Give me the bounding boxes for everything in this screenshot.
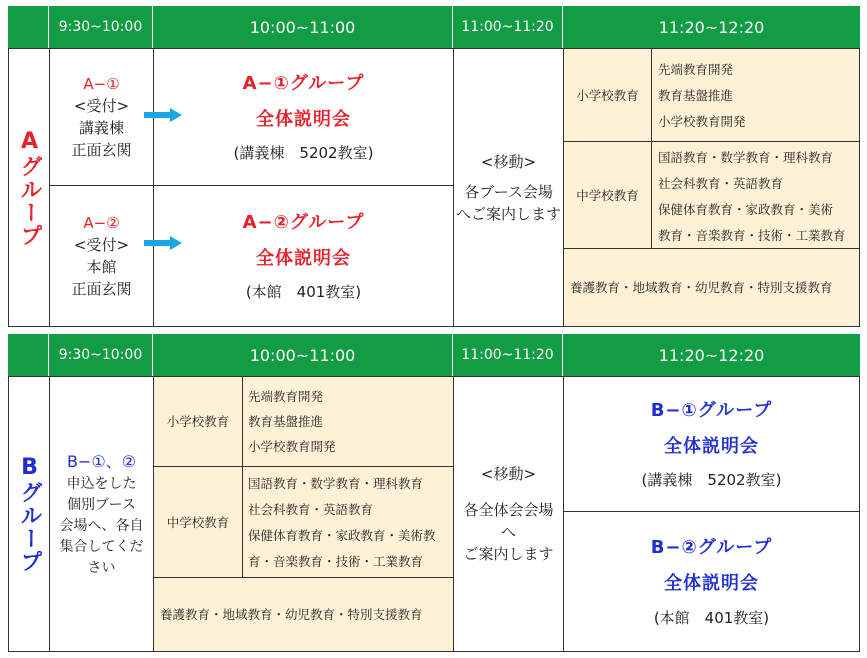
a-junior-items-cell [651,141,860,249]
b-elementary-item: 小学校教育開発 [248,439,336,454]
a-elementary-items-cell [651,48,860,142]
a-special: 養護教育・地域教育・幼児教育・特別支援教育 [570,280,833,295]
a1-room: (講義棟 5202教室) [233,144,374,162]
a-elementary-item: 教育基盤推進 [658,88,734,103]
a-move-title: <移動> [480,152,537,171]
b-elementary-item: 教育基盤推進 [248,414,324,429]
group-b-label: Bグループ [17,455,42,573]
header-time-4-label: 11:20~12:20 [658,17,765,37]
header-time-1-b-label: 9:30~10:00 [58,347,143,363]
b-junior-item: 育・音楽教育・技術・工業教育 [248,554,424,569]
b1-session-name: 全体説明会 [664,436,759,457]
b-special-cell [153,577,454,652]
b-junior-label: 中学校教育 [166,514,230,530]
b-junior-item: 社会科教育・英語教育 [248,502,374,517]
group-a-label: Aグループ [17,128,42,247]
b1-session-title: B−①グループ [650,400,773,421]
a-move-cell [453,48,564,327]
a1-reception-cell [49,48,154,186]
header-time-4 [563,6,860,48]
a2-building: 本館 [86,258,117,276]
group-b-label-cell [8,376,50,652]
header-time-1-label: 9:30~10:00 [58,19,143,35]
header-time-3 [453,6,562,48]
b-move-cell [453,376,564,652]
a-elementary-item: 小学校教育開発 [658,114,746,129]
b-elementary-item: 先端教育開発 [248,389,324,404]
a-move-line2: へご案内します [455,204,561,223]
b-intro-cell [49,376,154,652]
a-junior-label-cell [563,141,652,249]
b-intro-line: 申込をした [66,475,137,492]
b-intro-line: 会場へ、各自 [59,517,144,534]
a1-session-title: A−①グループ [242,73,365,94]
a2-id: A−② [83,214,120,232]
a1-building: 講義棟 [78,119,124,137]
header-time-1-b [49,334,152,376]
b-junior-item: 保健体育教育・家政教育・美術教 [248,528,436,543]
b1-session-cell [563,376,860,512]
b-intro-line: さい [87,559,116,576]
a2-reception: <受付> [73,236,130,254]
a-junior-item: 保健体育教育・家政教育・美術 [658,202,834,217]
b-intro-line: 集合してくだ [59,538,144,555]
b-junior-items-cell [242,466,454,578]
header-blank-b [8,334,48,376]
header-blank-a [8,6,48,48]
b-move-title: <移動> [480,465,537,483]
a-elementary-label-cell [563,48,652,142]
b-move-line1: 各全体会会場 [463,501,554,519]
b-intro-line: 個別ブース [67,496,136,513]
a2-session-name: 全体説明会 [256,248,351,269]
a-junior-item: 国語教育・数学教育・理科教育 [658,150,834,165]
b1-room: (講義棟 5202教室) [641,471,782,489]
a2-reception-cell [49,185,154,327]
header-time-4-b-label: 11:20~12:20 [658,345,765,365]
b-elementary-items-cell [242,376,454,467]
a-junior-label: 中学校教育 [576,187,639,203]
a2-session-title: A−②グループ [242,212,365,233]
a2-room: (本館 401教室) [245,283,362,301]
a1-reception: <受付> [73,97,130,115]
b2-session-name: 全体説明会 [664,572,759,594]
header-time-3-label: 11:00~11:20 [461,19,554,35]
a-junior-item: 教育・音楽教育・技術・工業教育 [658,228,846,243]
b-elementary-label: 小学校教育 [166,414,230,429]
a-move-line1: 各ブース会場 [464,182,553,201]
a1-session-name: 全体説明会 [256,109,351,130]
header-time-2-label: 10:00~11:00 [249,17,356,37]
b2-session-title: B−②グループ [650,536,773,558]
header-time-3-b-label: 11:00~11:20 [461,347,554,363]
b-junior-item: 国語教育・数学教育・理科教育 [248,476,424,491]
arrow-right-icon [144,235,182,254]
a2-entrance: 正面玄関 [71,280,132,298]
header-time-3-b [453,334,562,376]
b-move-line2: へ [500,523,516,541]
header-time-2-b [153,334,452,376]
a-special-cell [563,248,860,327]
b2-session-cell [563,511,860,652]
a2-session-cell [153,185,454,327]
arrow-right-icon [144,107,182,126]
b-special: 養護教育・地域教育・幼児教育・特別支援教育 [160,607,423,622]
b-elementary-label-cell [153,376,243,467]
b-junior-label-cell [153,466,243,578]
group-a-label-cell [8,48,50,327]
header-time-2 [153,6,452,48]
b-move-line3: ご案内します [463,545,554,563]
b-intro-id: B−①、② [66,451,137,471]
header-time-1 [49,6,152,48]
a1-session-cell [153,48,454,186]
a-elementary-label: 小学校教育 [576,87,639,103]
a-elementary-item: 先端教育開発 [658,62,734,77]
b2-room: (本館 401教室) [653,608,770,627]
header-time-4-b [563,334,860,376]
header-time-2-b-label: 10:00~11:00 [249,345,356,365]
a1-id: A−① [83,75,120,93]
a-junior-item: 社会科教育・英語教育 [658,176,784,191]
a1-entrance: 正面玄関 [71,141,132,159]
